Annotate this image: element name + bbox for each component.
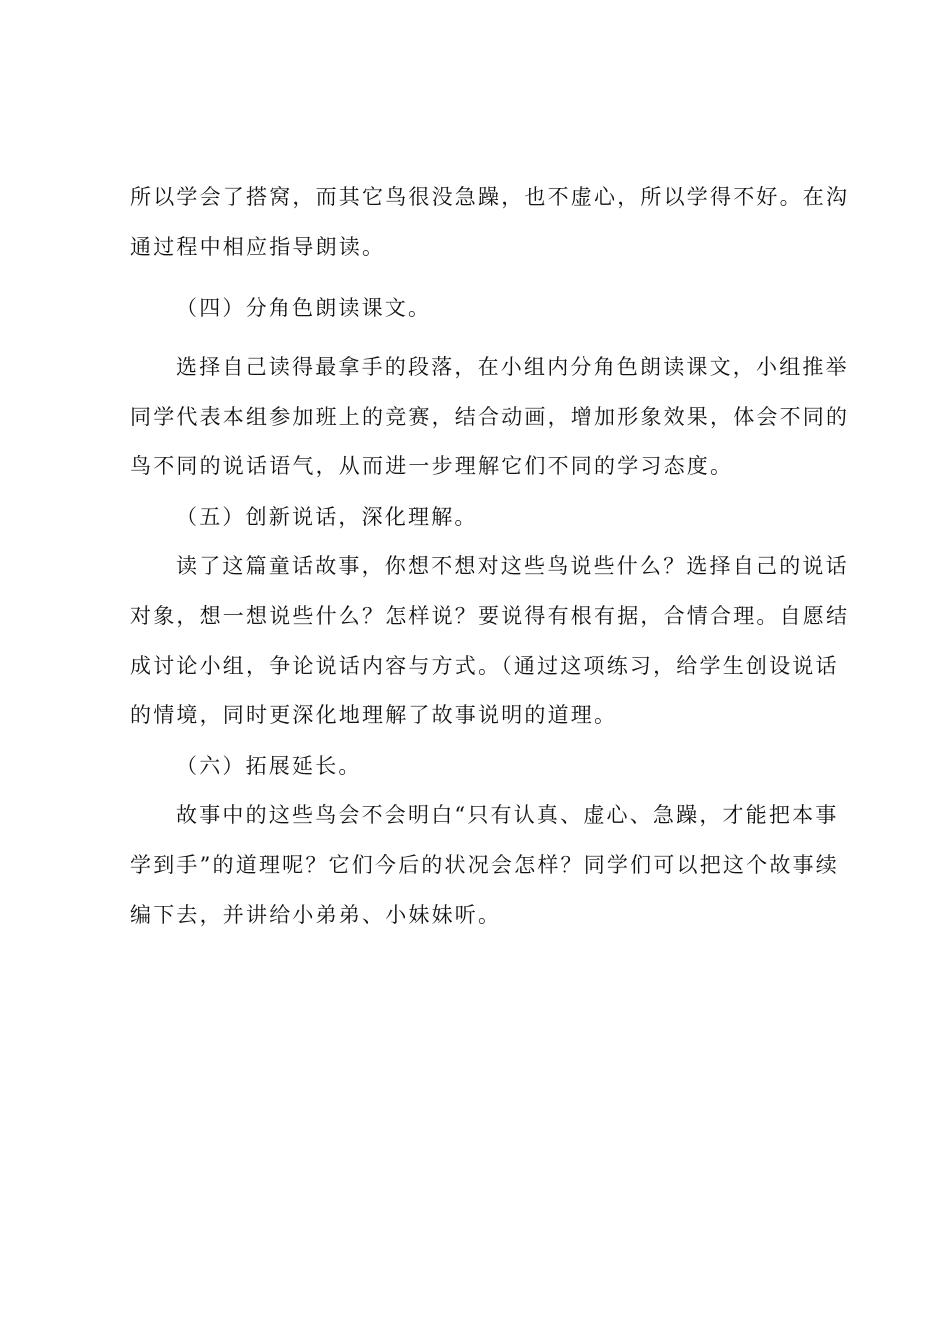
paragraph-line: 学到手”的道理呢？它们今后的状况会怎样？同学们可以把这个故事续 bbox=[130, 853, 839, 877]
paragraph-line: 故事中的这些鸟会不会明白“只有认真、虚心、急躁，才能把本事 bbox=[176, 803, 839, 827]
paragraph-line: 同学代表本组参加班上的竞赛，结合动画，增加形象效果，体会不同的 bbox=[130, 405, 850, 429]
paragraph-line: 编下去，并讲给小弟弟、小妹妹听。 bbox=[130, 903, 502, 927]
paragraph-line: 读了这篇童话故事，你想不想对这些鸟说些什么？选择自己的说话 bbox=[176, 554, 849, 578]
paragraph-line: 的情境，同时更深化地理解了故事说明的道理。 bbox=[130, 703, 618, 727]
paragraph-line: 选择自己读得最拿手的段落，在小组内分角色朗读课文，小组推举 bbox=[176, 355, 849, 379]
paragraph-line: 对象，想一想说些什么？怎样说？要说得有根有据，合情合理。自愿结 bbox=[130, 604, 850, 628]
paragraph-line: 所以学会了搭窝，而其它鸟很没急躁，也不虚心，所以学得不好。在沟 bbox=[130, 185, 850, 209]
paragraph-line: 鸟不同的说话语气，从而进一步理解它们不同的学习态度。 bbox=[130, 454, 734, 478]
section-heading-five: （五）创新说话，深化理解。 bbox=[176, 505, 478, 529]
paragraph-line: 成讨论小组，争论说话内容与方式。（通过这项练习，给学生创设说话 bbox=[130, 654, 839, 678]
section-heading-four: （四）分角色朗读课文。 bbox=[176, 296, 432, 320]
section-heading-six: （六）拓展延长。 bbox=[176, 754, 362, 778]
paragraph-line: 通过程中相应指导朗读。 bbox=[130, 235, 386, 259]
